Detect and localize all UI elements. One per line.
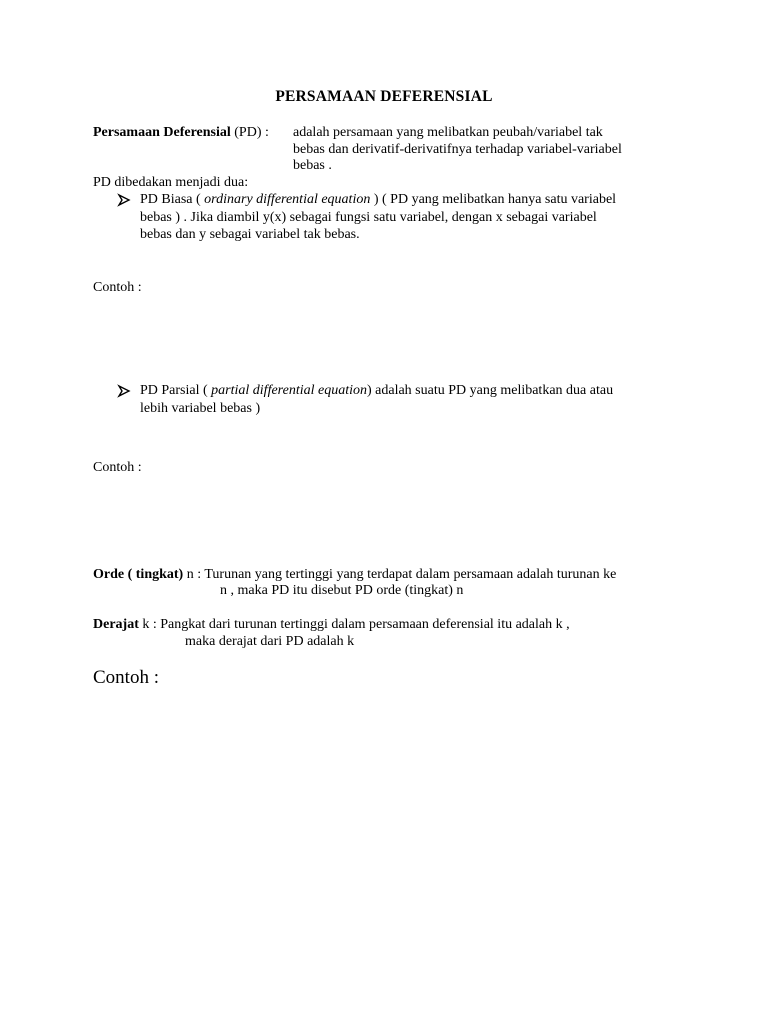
pd-biasa-line-1	[140, 191, 616, 209]
orde-text-1: n : Turunan yang tertinggi yang terdapat dalam persamaan adalah turunan ke	[183, 567, 617, 582]
derajat-text-2: maka derajat dari PD adalah k	[185, 634, 355, 649]
definition-text-3: bebas .	[293, 158, 332, 173]
definition-line-1	[93, 124, 269, 142]
definition-term-suffix: (PD) :	[230, 125, 269, 140]
derajat-term: Derajat	[93, 617, 139, 632]
definition-term: Persamaan Deferensial	[93, 125, 231, 140]
orde-term: Orde ( tingkat)	[93, 567, 184, 582]
definition-text-1: adalah persamaan yang melibatkan peubah/variabel tak	[293, 125, 603, 140]
contoh-label-2: Contoh :	[93, 460, 142, 475]
pd-biasa-line-3: bebas dan y sebagai variabel tak bebas.	[140, 227, 360, 242]
contoh-label-3: Contoh :	[93, 667, 159, 688]
document-title: PERSAMAAN DEFERENSIAL	[275, 88, 493, 105]
contoh-label-1: Contoh :	[93, 280, 142, 295]
derajat-text-1: k : Pangkat dari turunan tertinggi dalam persamaan deferensial itu adalah k ,	[138, 617, 570, 632]
derajat-line-1	[93, 616, 570, 634]
intro-text: PD dibedakan menjadi dua:	[93, 175, 249, 190]
pd-parsial-suffix: ) adalah suatu PD yang melibatkan dua atau	[366, 383, 614, 398]
arrow-bullet-icon	[117, 193, 131, 207]
pd-parsial-prefix: PD Parsial (	[140, 383, 212, 398]
pd-parsial-line-1	[140, 382, 613, 400]
definition-text-2: bebas dan derivatif-derivatifnya terhadap variabel-variabel	[293, 142, 622, 157]
pd-parsial-line-2: lebih variabel bebas )	[140, 401, 261, 416]
pd-biasa-line-2: bebas ) . Jika diambil y(x) sebagai fungsi satu variabel, dengan x sebagai variabel	[140, 210, 597, 225]
pd-biasa-suffix: ) ( PD yang melibatkan hanya satu variabel	[370, 192, 617, 207]
arrow-bullet-icon	[117, 384, 131, 398]
pd-biasa-prefix: PD Biasa (	[140, 192, 205, 207]
pd-parsial-english: partial differential equation	[211, 383, 367, 398]
pd-biasa-english: ordinary differential equation	[204, 192, 371, 207]
orde-text-2: n , maka PD itu disebut PD orde (tingkat) n	[220, 583, 464, 598]
